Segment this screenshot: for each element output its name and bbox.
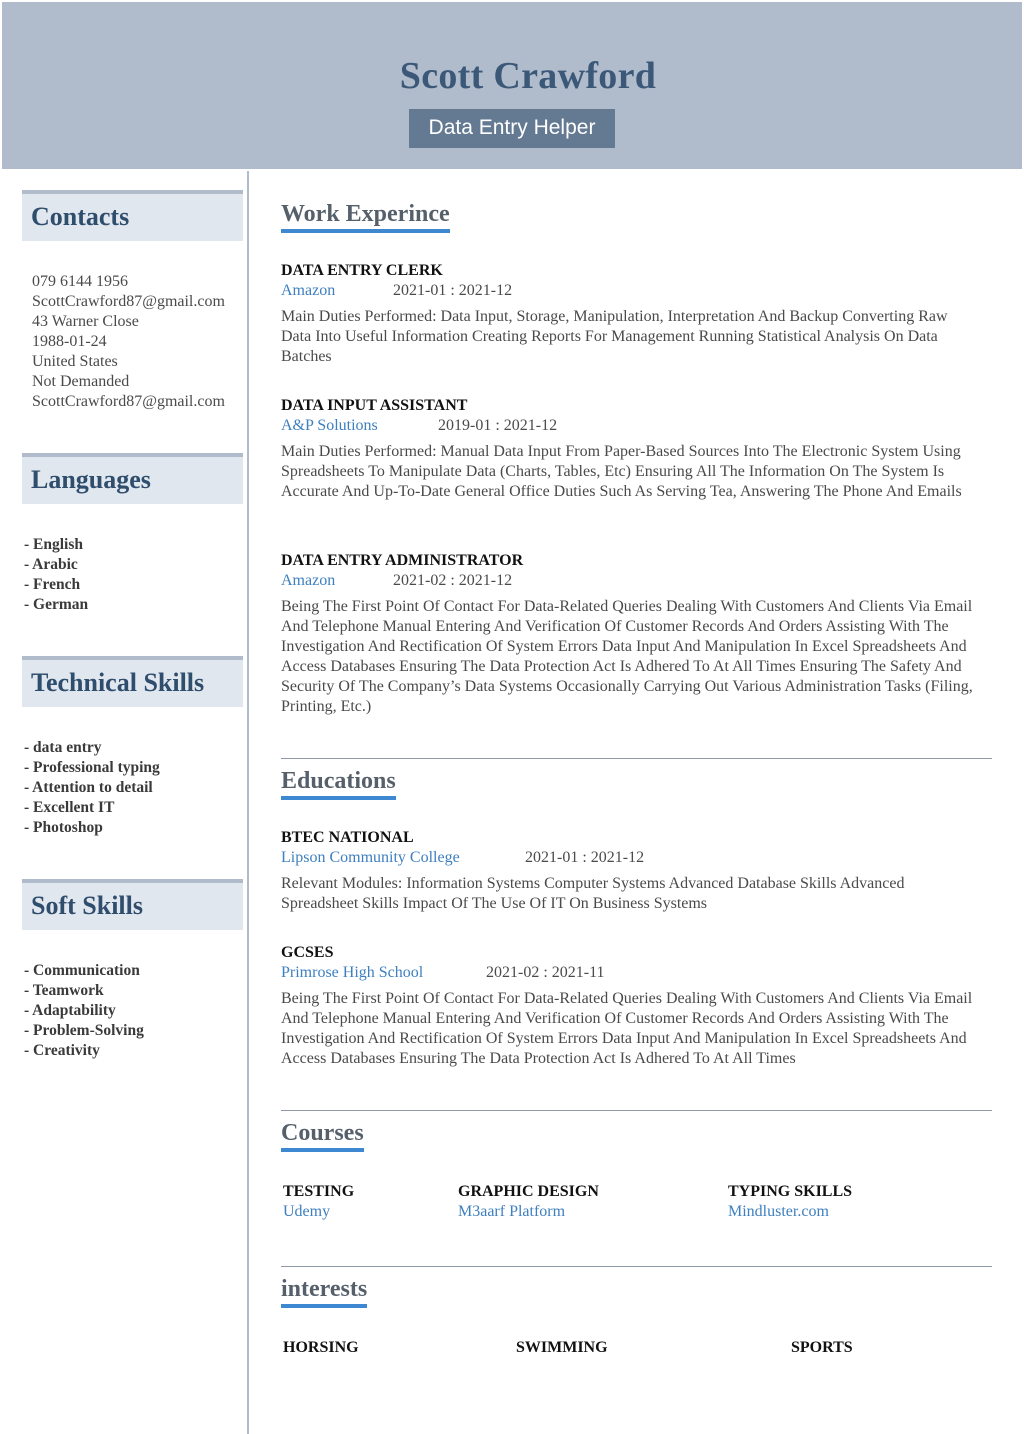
- languages-heading: Languages: [31, 465, 151, 494]
- soft-skills-heading-box: [22, 879, 243, 930]
- contact-birthdate: 1988-01-24: [32, 333, 107, 350]
- contacts-list: [32, 272, 225, 412]
- interest-item: HORSING: [283, 1339, 359, 1356]
- course-name: TESTING: [283, 1183, 355, 1200]
- education-heading: Educations: [281, 768, 396, 800]
- section-divider: [281, 1110, 992, 1111]
- candidate-name: Scott Crawford: [399, 55, 657, 97]
- interest-item: SWIMMING: [516, 1339, 608, 1356]
- soft-skills-heading: Soft Skills: [31, 891, 143, 920]
- contact-email-secondary: ScottCrawford87@gmail.com: [32, 393, 225, 410]
- job-description: Main Duties Performed: Data Input, Storage, Manipulation, Interpretation And Backup Converting Raw Data Into Useful Information Creating Reports For Management Running Statistical Analysis On Data Batches: [281, 308, 948, 365]
- job-dates: 2021-02 : 2021-12: [393, 572, 513, 589]
- education-title: BTEC NATIONAL: [281, 829, 414, 846]
- job-title: DATA INPUT ASSISTANT: [281, 397, 468, 414]
- job-company: A&P Solutions: [281, 417, 378, 434]
- contact-country: United States: [32, 353, 118, 370]
- job-company: Amazon: [281, 572, 336, 589]
- soft-skill-item: - Adaptability: [24, 1002, 116, 1019]
- education-description: Relevant Modules: Information Systems Computer Systems Advanced Database Skills Advanced Spreadsheet Skills Impact Of The Use Of IT On Business Systems: [281, 875, 905, 912]
- course-provider: Udemy: [283, 1203, 331, 1220]
- section-divider: [281, 758, 992, 759]
- languages-list: [24, 535, 88, 615]
- job-company: Amazon: [281, 282, 336, 299]
- contact-address: 43 Warner Close: [32, 313, 139, 330]
- contacts-heading-box: [22, 190, 243, 241]
- job-dates: 2019-01 : 2021-12: [438, 417, 558, 434]
- languages-heading-box: [22, 453, 243, 504]
- soft-skill-item: - Teamwork: [24, 982, 104, 999]
- course-provider: M3aarf Platform: [458, 1203, 566, 1220]
- technical-skills-heading-box: [22, 656, 243, 707]
- soft-skill-item: - Creativity: [24, 1042, 100, 1059]
- education-dates: 2021-02 : 2021-11: [486, 964, 605, 981]
- contact-military-status: Not Demanded: [32, 373, 130, 390]
- contacts-heading: Contacts: [31, 202, 130, 231]
- education-school: Lipson Community College: [281, 849, 460, 866]
- course-name: GRAPHIC DESIGN: [458, 1183, 599, 1200]
- courses-heading: Courses: [281, 1120, 364, 1152]
- education-dates: 2021-01 : 2021-12: [525, 849, 645, 866]
- sidebar-divider: [247, 171, 249, 1434]
- interests-heading: interests: [281, 1276, 367, 1308]
- technical-skill-item: - Attention to detail: [24, 779, 153, 796]
- education-description: Being The First Point Of Contact For Data-Related Queries Dealing With Customers And Clients Via Email And Telephone Manual Entering And Verification Of Customer Records And Orders Assisting With The Investigation And Rectification Of System Errors Data Input And Manipulation In Excel Spreadsheets And Access Databases Ensuring The Data Protection Act Is Adhered To At All Times: [281, 990, 973, 1067]
- education-school: Primrose High School: [281, 964, 424, 981]
- job-title: DATA ENTRY CLERK: [281, 262, 443, 279]
- technical-skill-item: - Professional typing: [24, 759, 160, 776]
- technical-skill-item: - data entry: [24, 739, 102, 756]
- technical-skill-item: - Excellent IT: [24, 799, 115, 816]
- education-title: GCSES: [281, 944, 334, 961]
- language-item: - Arabic: [24, 556, 78, 573]
- section-divider: [281, 1266, 992, 1267]
- job-description: Being The First Point Of Contact For Data-Related Queries Dealing With Customers And Clients Via Email And Telephone Manual Entering And Verification Of Customer Records And Orders Assisting With The Investigation And Rectification Of System Errors Data Input And Manipulation In Excel Spreadsheets And Access Databases Ensuring The Data Protection Act Is Adhered To At All Times Ensuring The Safety And Security Of The Company’s Data Systems Occasionally Carrying Out Various Administration Tasks (Filing, Printing, Etc.): [281, 598, 973, 715]
- course-provider: Mindluster.com: [728, 1203, 829, 1220]
- resume-header: [2, 2, 1022, 169]
- technical-skill-item: - Photoshop: [24, 819, 103, 836]
- job-title: DATA ENTRY ADMINISTRATOR: [281, 552, 524, 569]
- soft-skills-list: [24, 961, 144, 1061]
- technical-skills-list: [24, 738, 160, 838]
- language-item: - English: [24, 536, 84, 553]
- job-dates: 2021-01 : 2021-12: [393, 282, 513, 299]
- job-description: Main Duties Performed: Manual Data Input From Paper-Based Sources Into The Electronic System Using Spreadsheets To Manipulate Data (Charts, Tables, Etc) Ensuring All The Information On The System Is Accurate And Up-To-Date General Office Duties Such As Serving Tea, Answering The Phone And Emails: [281, 443, 962, 500]
- soft-skill-item: - Communication: [24, 962, 140, 979]
- contact-email: ScottCrawford87@gmail.com: [32, 293, 225, 310]
- technical-skills-heading: Technical Skills: [31, 668, 205, 697]
- language-item: - German: [24, 596, 89, 613]
- soft-skill-item: - Problem-Solving: [24, 1022, 144, 1039]
- course-name: TYPING SKILLS: [728, 1183, 853, 1200]
- language-item: - French: [24, 576, 81, 593]
- interest-item: SPORTS: [791, 1339, 853, 1356]
- work-experience-heading: Work Experince: [281, 201, 450, 233]
- contact-phone: 079 6144 1956: [32, 273, 128, 290]
- job-role-badge: Data Entry Helper: [409, 109, 616, 148]
